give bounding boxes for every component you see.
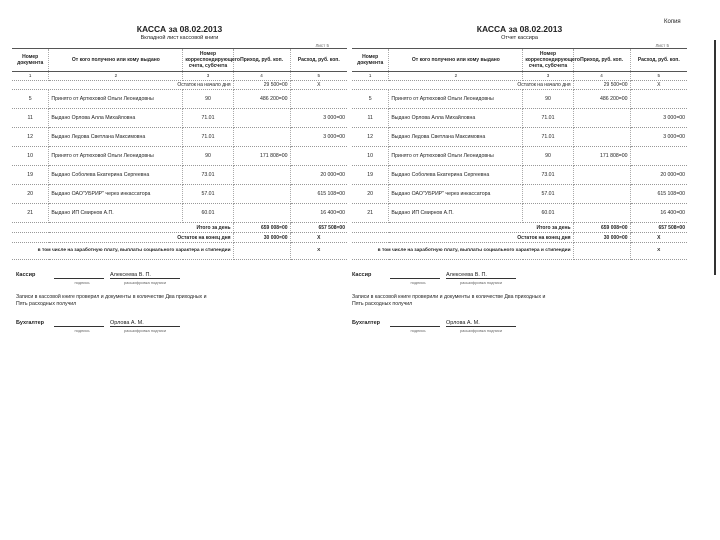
salary-subtotal-income	[233, 243, 290, 260]
table-header-row	[352, 49, 687, 72]
counterparty: Принято от Артюховой Ольги Леонидовны	[49, 147, 183, 166]
account-number: 60.01	[183, 204, 233, 223]
column-number-row	[12, 72, 347, 81]
cashier-label: Кассир	[16, 272, 36, 278]
column-number: 2	[389, 72, 523, 81]
column-header: Расход, руб. коп.	[290, 49, 347, 72]
cash-table	[12, 48, 347, 260]
column-number: 4	[233, 72, 290, 81]
document-number: 11	[12, 109, 49, 128]
counterparty: Выдано Орлова Алла Михайловна	[49, 109, 183, 128]
counterparty: Выдано ОАО"УБРИР" через инкассатора	[49, 185, 183, 204]
document-number: 21	[12, 204, 49, 223]
document-number: 21	[352, 204, 389, 223]
expense-amount	[290, 90, 347, 109]
cashier-name: Алексеева В. П.	[110, 272, 180, 279]
counterparty: Выдано Орлова Алла Михайловна	[389, 109, 523, 128]
accountant-signature-left	[16, 320, 180, 333]
verification-note-right: Записи в кассовой книге проверили и документы в количестве Два приходных и Пять расходных получил	[352, 294, 546, 307]
document-number: 19	[352, 166, 389, 185]
column-number: 1	[352, 72, 389, 81]
accountant-label: Бухгалтер	[16, 320, 45, 326]
document-number: 11	[352, 109, 389, 128]
daily-total-label: Итого за день	[352, 223, 573, 233]
table-row	[12, 166, 347, 185]
opening-balance-label: Остаток на начало дня	[352, 81, 573, 90]
income-amount: 486 200=00	[233, 90, 290, 109]
account-number: 71.01	[183, 128, 233, 147]
column-header: Номер документа	[12, 49, 49, 72]
column-header: Номер корреспондирующего счета, субсчета	[523, 49, 573, 72]
cashier-label: Кассир	[352, 272, 372, 278]
page-edge-divider	[714, 40, 716, 275]
daily-total-label: Итого за день	[12, 223, 233, 233]
closing-balance-expense: X	[290, 233, 347, 243]
account-number: 90	[183, 90, 233, 109]
sign-caption: подпись	[74, 280, 90, 285]
cashier-signature-left	[16, 272, 180, 285]
table-row	[12, 109, 347, 128]
document-number: 10	[352, 147, 389, 166]
table-row	[352, 147, 687, 166]
table-row	[12, 128, 347, 147]
sheet-form-ref: Лист 5	[315, 43, 329, 48]
table-row	[352, 128, 687, 147]
closing-balance-income: 30 000=00	[573, 233, 630, 243]
signature-line	[390, 272, 440, 279]
column-header: От кого получено или кому выдано	[389, 49, 523, 72]
counterparty: Принято от Артюховой Ольги Леонидовны	[389, 147, 523, 166]
salary-subtotal-expense: X	[630, 243, 687, 260]
income-amount	[233, 204, 290, 223]
income-amount: 171 808=00	[573, 147, 630, 166]
account-number: 90	[523, 90, 573, 109]
table-row	[12, 185, 347, 204]
expense-amount: 615 108=00	[630, 185, 687, 204]
document-number: 19	[12, 166, 49, 185]
column-header: Расход, руб. коп.	[630, 49, 687, 72]
column-number: 3	[183, 72, 233, 81]
income-amount: 171 808=00	[233, 147, 290, 166]
sheet-title: КАССА за 08.02.2013	[476, 24, 563, 34]
sheet-subtitle: Отчет кассира	[501, 35, 538, 41]
salary-subtotal-label: в том числе на заработную плату, выплаты социального характера и стипендии	[352, 243, 573, 260]
closing-balance-income: 30 000=00	[233, 233, 290, 243]
cash-sheet-report	[352, 12, 687, 260]
closing-balance-label: Остаток на конец дня	[12, 233, 233, 243]
expense-amount	[630, 90, 687, 109]
cashier-name: Алексеева В. П.	[446, 272, 516, 279]
column-header: Номер корреспондирующего счета, субсчета	[183, 49, 233, 72]
sheet-subtitle: Вкладной лист кассовой книги	[140, 35, 219, 41]
table-row	[12, 147, 347, 166]
expense-amount: 3 000=00	[630, 128, 687, 147]
salary-subtotal-label: в том числе на заработную плату, выплаты социального характера и стипендии	[12, 243, 233, 260]
income-amount	[573, 128, 630, 147]
account-number: 57.01	[183, 185, 233, 204]
verification-note-left: Записи в кассовой книге проверил и документы в количестве Два приходных и Пять расходных получил	[16, 294, 207, 307]
income-amount	[573, 166, 630, 185]
closing-balance-row	[12, 233, 347, 243]
income-amount	[233, 109, 290, 128]
account-number: 71.01	[183, 109, 233, 128]
income-amount	[233, 185, 290, 204]
column-number: 1	[12, 72, 49, 81]
counterparty: Выдано ИП Смирнов А.П.	[389, 204, 523, 223]
signature-line	[54, 320, 104, 327]
account-number: 71.01	[523, 128, 573, 147]
salary-subtotal-expense: X	[290, 243, 347, 260]
accountant-signature-right	[352, 320, 516, 333]
accountant-name: Орлова А. М.	[446, 320, 516, 327]
signature-line	[54, 272, 104, 279]
expense-amount: 3 000=00	[290, 128, 347, 147]
income-amount	[573, 185, 630, 204]
account-number: 73.01	[183, 166, 233, 185]
closing-balance-row	[352, 233, 687, 243]
document-number: 10	[12, 147, 49, 166]
column-header: Приход, руб. коп.	[233, 49, 290, 72]
column-number: 3	[523, 72, 573, 81]
account-number: 71.01	[523, 109, 573, 128]
opening-balance-expense: X	[630, 81, 687, 90]
sign-caption: подпись	[410, 280, 426, 285]
name-caption: расшифровка подписи	[123, 280, 167, 285]
copy-label: Копия	[664, 19, 681, 25]
daily-total-row	[12, 223, 347, 233]
document-number: 20	[12, 185, 49, 204]
column-number: 4	[573, 72, 630, 81]
column-header: Номер документа	[352, 49, 389, 72]
sign-caption: подпись	[74, 328, 90, 333]
cashier-signature-right	[352, 272, 516, 285]
account-number: 73.01	[523, 166, 573, 185]
income-amount	[573, 109, 630, 128]
counterparty: Выдано ОАО"УБРИР" через инкассатора	[389, 185, 523, 204]
column-number-row	[352, 72, 687, 81]
expense-amount	[290, 147, 347, 166]
cash-table	[352, 48, 687, 260]
expense-amount	[630, 147, 687, 166]
account-number: 90	[183, 147, 233, 166]
column-number: 5	[290, 72, 347, 81]
expense-amount: 20 000=00	[630, 166, 687, 185]
expense-amount: 3 000=00	[630, 109, 687, 128]
income-amount	[233, 128, 290, 147]
column-header: Приход, руб. коп.	[573, 49, 630, 72]
counterparty: Выдано Соболева Екатерина Сергеевна	[49, 166, 183, 185]
document-number: 12	[352, 128, 389, 147]
document-number: 5	[352, 90, 389, 109]
salary-subtotal-income	[573, 243, 630, 260]
expense-amount: 615 108=00	[290, 185, 347, 204]
table-row	[352, 109, 687, 128]
table-row	[352, 166, 687, 185]
account-number: 90	[523, 147, 573, 166]
sheet-title: КАССА за 08.02.2013	[136, 24, 223, 34]
expense-amount: 3 000=00	[290, 109, 347, 128]
daily-total-income: 659 008=00	[233, 223, 290, 233]
opening-balance-expense: X	[290, 81, 347, 90]
table-header-row	[12, 49, 347, 72]
opening-balance-row	[12, 81, 347, 90]
sign-caption: подпись	[410, 328, 426, 333]
income-amount	[233, 166, 290, 185]
counterparty: Выдано Ледова Светлана Максимовна	[389, 128, 523, 147]
expense-amount: 16 400=00	[290, 204, 347, 223]
counterparty: Принято от Артюховой Ольги Леонидовны	[389, 90, 523, 109]
table-row	[352, 90, 687, 109]
name-caption: расшифровка подписи	[459, 328, 503, 333]
account-number: 60.01	[523, 204, 573, 223]
column-header: От кого получено или кому выдано	[49, 49, 183, 72]
column-number: 2	[49, 72, 183, 81]
opening-balance-income: 29 500=00	[573, 81, 630, 90]
daily-total-income: 659 008=00	[573, 223, 630, 233]
counterparty: Принято от Артюховой Ольги Леонидовны	[49, 90, 183, 109]
name-caption: расшифровка подписи	[123, 328, 167, 333]
daily-total-row	[352, 223, 687, 233]
closing-balance-expense: X	[630, 233, 687, 243]
cash-sheet-insert	[12, 12, 347, 260]
table-row	[352, 185, 687, 204]
table-row	[12, 90, 347, 109]
column-number: 5	[630, 72, 687, 81]
counterparty: Выдано Соболева Екатерина Сергеевна	[389, 166, 523, 185]
document-number: 12	[12, 128, 49, 147]
income-amount: 486 200=00	[573, 90, 630, 109]
counterparty: Выдано ИП Смирнов А.П.	[49, 204, 183, 223]
sheet-form-ref: Лист 5	[655, 43, 669, 48]
expense-amount: 20 000=00	[290, 166, 347, 185]
daily-total-expense: 657 508=00	[290, 223, 347, 233]
closing-balance-label: Остаток на конец дня	[352, 233, 573, 243]
account-number: 57.01	[523, 185, 573, 204]
accountant-label: Бухгалтер	[352, 320, 381, 326]
document-number: 20	[352, 185, 389, 204]
salary-subtotal-row	[12, 243, 347, 260]
opening-balance-row	[352, 81, 687, 90]
signature-line	[390, 320, 440, 327]
table-row	[12, 204, 347, 223]
income-amount	[573, 204, 630, 223]
name-caption: расшифровка подписи	[459, 280, 503, 285]
accountant-name: Орлова А. М.	[110, 320, 180, 327]
counterparty: Выдано Ледова Светлана Максимовна	[49, 128, 183, 147]
document-number: 5	[12, 90, 49, 109]
table-row	[352, 204, 687, 223]
daily-total-expense: 657 508=00	[630, 223, 687, 233]
opening-balance-income: 29 500=00	[233, 81, 290, 90]
expense-amount: 16 400=00	[630, 204, 687, 223]
opening-balance-label: Остаток на начало дня	[12, 81, 233, 90]
salary-subtotal-row	[352, 243, 687, 260]
